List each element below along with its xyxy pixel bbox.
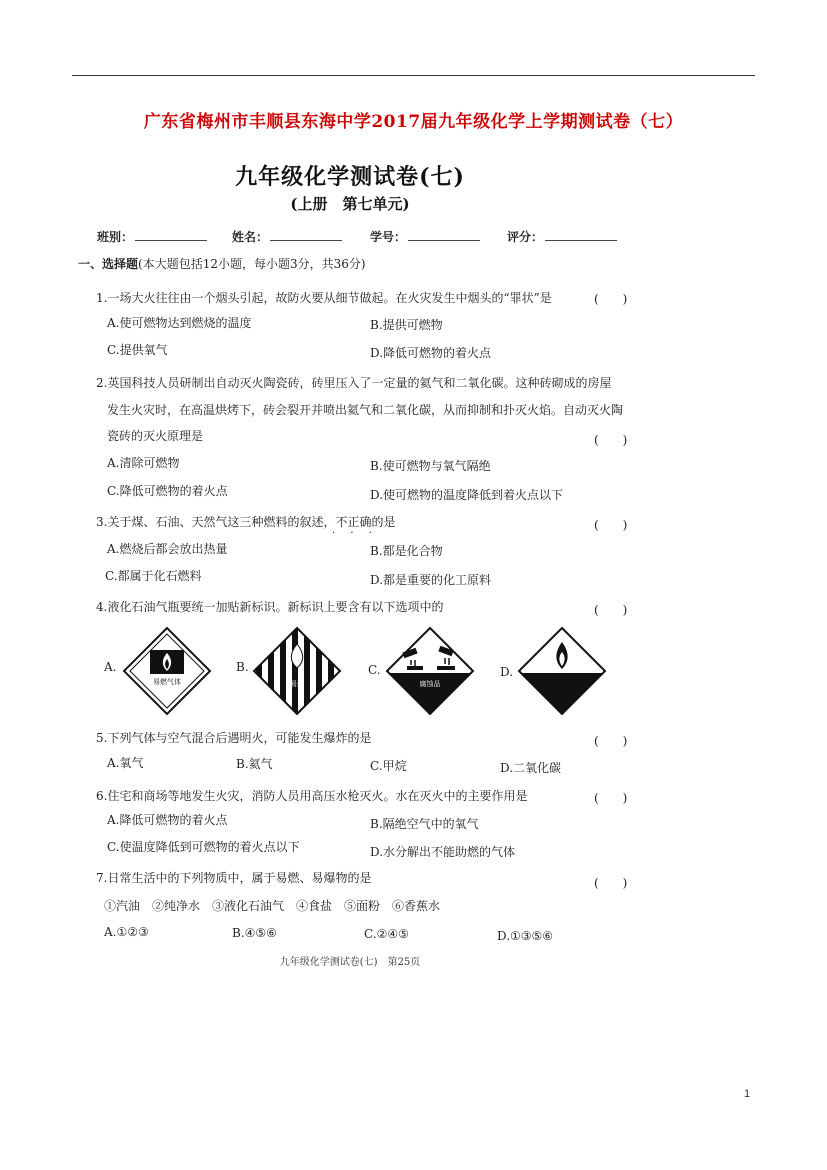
q2-option-d: D.使可燃物的温度降低到着火点以下 bbox=[370, 488, 564, 502]
question-6-stem: 6.住宅和商场等地发生火灾，消防人员用高压水枪灭火。水在灭火中的主要作用是 bbox=[96, 789, 528, 803]
q5-option-a: A.氧气 bbox=[107, 756, 144, 770]
q7-option-a: A.①②③ bbox=[104, 925, 149, 939]
q7-option-d: D.①③⑤⑥ bbox=[497, 929, 554, 943]
question-2-line-2: 发生火灾时，在高温烘烤下，砖会裂开并喷出氦气和二氧化碳，从而抑制和扑灭火焰。自动灭火陶 bbox=[107, 403, 624, 417]
answer-paren-1[interactable]: ( ) bbox=[594, 292, 628, 306]
question-3-stem: 3.关于煤、石油、天然气这三种燃料的叙述，不正确的是 bbox=[96, 515, 396, 529]
question-2-line-1: 2.英国科技人员研制出自动灭火陶瓷砖，砖里压入了一定量的氦气和二氧化碳。这种砖砌成的房屋 bbox=[96, 376, 612, 390]
question-7-items: ①汽油 ②纯净水 ③液化石油气 ④食盐 ⑤面粉 ⑥香蕉水 bbox=[104, 899, 441, 913]
q2-option-c: C.降低可燃物的着火点 bbox=[107, 484, 228, 498]
section-note: (本大题包括12小题，每小题3分，共36分) bbox=[138, 257, 366, 271]
class-blank[interactable] bbox=[135, 229, 207, 241]
flammable-solid-sign-icon bbox=[252, 626, 342, 716]
q5-option-d: D.二氧化碳 bbox=[500, 761, 562, 775]
q1-option-a: A.使可燃物达到燃烧的温度 bbox=[107, 316, 252, 330]
q7-option-b: B.④⑤⑥ bbox=[232, 926, 277, 940]
class-field bbox=[97, 228, 207, 245]
score-field bbox=[507, 228, 617, 245]
q4-option-a: A. bbox=[104, 660, 117, 674]
q1-option-d: D.降低可燃物的着火点 bbox=[370, 346, 492, 360]
page-number: 1 bbox=[744, 1088, 751, 1100]
q5-option-b: B.氦气 bbox=[236, 757, 273, 771]
q2-option-a: A.清除可燃物 bbox=[107, 456, 180, 470]
answer-paren-6[interactable]: ( ) bbox=[594, 791, 628, 805]
question-5-stem: 5.下列气体与空气混合后遇明火，可能发生爆炸的是 bbox=[96, 731, 372, 745]
sign-c-text: 腐蚀品 bbox=[419, 680, 441, 688]
q5-option-c: C.甲烷 bbox=[370, 759, 407, 773]
sign-a-text: 易燃气体 bbox=[153, 678, 181, 686]
section-heading bbox=[78, 255, 366, 272]
answer-paren-5[interactable]: ( ) bbox=[594, 734, 628, 748]
q4-option-d: D. bbox=[500, 665, 514, 679]
class-label: 班别： bbox=[97, 230, 134, 244]
q3-option-c: C.都属于化石燃料 bbox=[105, 569, 202, 583]
q7-option-c: C.②④⑤ bbox=[364, 927, 409, 941]
answer-paren-2[interactable]: ( ) bbox=[594, 433, 628, 447]
id-label: 学号： bbox=[370, 230, 407, 244]
header-rule bbox=[72, 75, 755, 76]
q3-option-b: B.都是化合物 bbox=[370, 544, 443, 558]
name-field bbox=[232, 228, 342, 245]
q6-option-b: B.隔绝空气中的氧气 bbox=[370, 817, 479, 831]
question-2-line-3: 瓷砖的灭火原理是 bbox=[107, 429, 204, 443]
document-title: 广东省梅州市丰顺县东海中学2017届九年级化学上学期测试卷（七） bbox=[143, 112, 684, 132]
corrosive-sign-icon bbox=[385, 626, 475, 716]
q1-option-c: C.提供氧气 bbox=[107, 343, 168, 357]
answer-paren-7[interactable]: ( ) bbox=[594, 876, 628, 890]
q3-option-a: A.燃烧后都会放出热量 bbox=[107, 542, 228, 556]
q4-option-c: C. bbox=[368, 663, 381, 677]
paper-title: 九年级化学测试卷(七) bbox=[235, 164, 465, 190]
emphasis-dots: · · · bbox=[332, 528, 378, 539]
q6-option-a: A.降低可燃物的着火点 bbox=[107, 813, 228, 827]
answer-paren-4[interactable]: ( ) bbox=[594, 603, 628, 617]
id-blank[interactable] bbox=[408, 229, 480, 241]
q1-option-b: B.提供可燃物 bbox=[370, 318, 443, 332]
q3-option-d: D.都是重要的化工原料 bbox=[370, 573, 492, 587]
q6-option-c: C.使温度降低到可燃物的着火点以下 bbox=[107, 840, 300, 854]
score-blank[interactable] bbox=[545, 229, 617, 241]
q4-option-b: B. bbox=[236, 660, 249, 674]
paper-subtitle: (上册 第七单元) bbox=[290, 195, 410, 213]
question-7-stem: 7.日常生活中的下列物质中，属于易燃、易爆物的是 bbox=[96, 871, 372, 885]
flammable-gas-sign-icon bbox=[122, 626, 212, 716]
page-footer: 九年级化学测试卷(七) 第25页 bbox=[279, 957, 421, 968]
question-1-stem: 1.一场大火往往由一个烟头引起，故防火要从细节做起。在火灾发生中烟头的“罪状”是 bbox=[96, 291, 552, 305]
q6-option-d: D.水分解出不能助燃的气体 bbox=[370, 845, 516, 859]
answer-paren-3[interactable]: ( ) bbox=[594, 518, 628, 532]
name-blank[interactable] bbox=[270, 229, 342, 241]
flammable-sign-icon bbox=[517, 626, 607, 716]
q2-option-b: B.使可燃物与氧气隔绝 bbox=[370, 459, 491, 473]
section-title: 一、选择题 bbox=[78, 257, 139, 271]
id-field bbox=[370, 228, 480, 245]
name-label: 姓名： bbox=[232, 230, 269, 244]
sign-b-text: 易燃 bbox=[290, 680, 304, 688]
question-4-stem: 4.液化石油气瓶要统一加贴新标识。新标识上要含有以下选项中的 bbox=[96, 600, 444, 614]
score-label: 评分： bbox=[507, 230, 544, 244]
